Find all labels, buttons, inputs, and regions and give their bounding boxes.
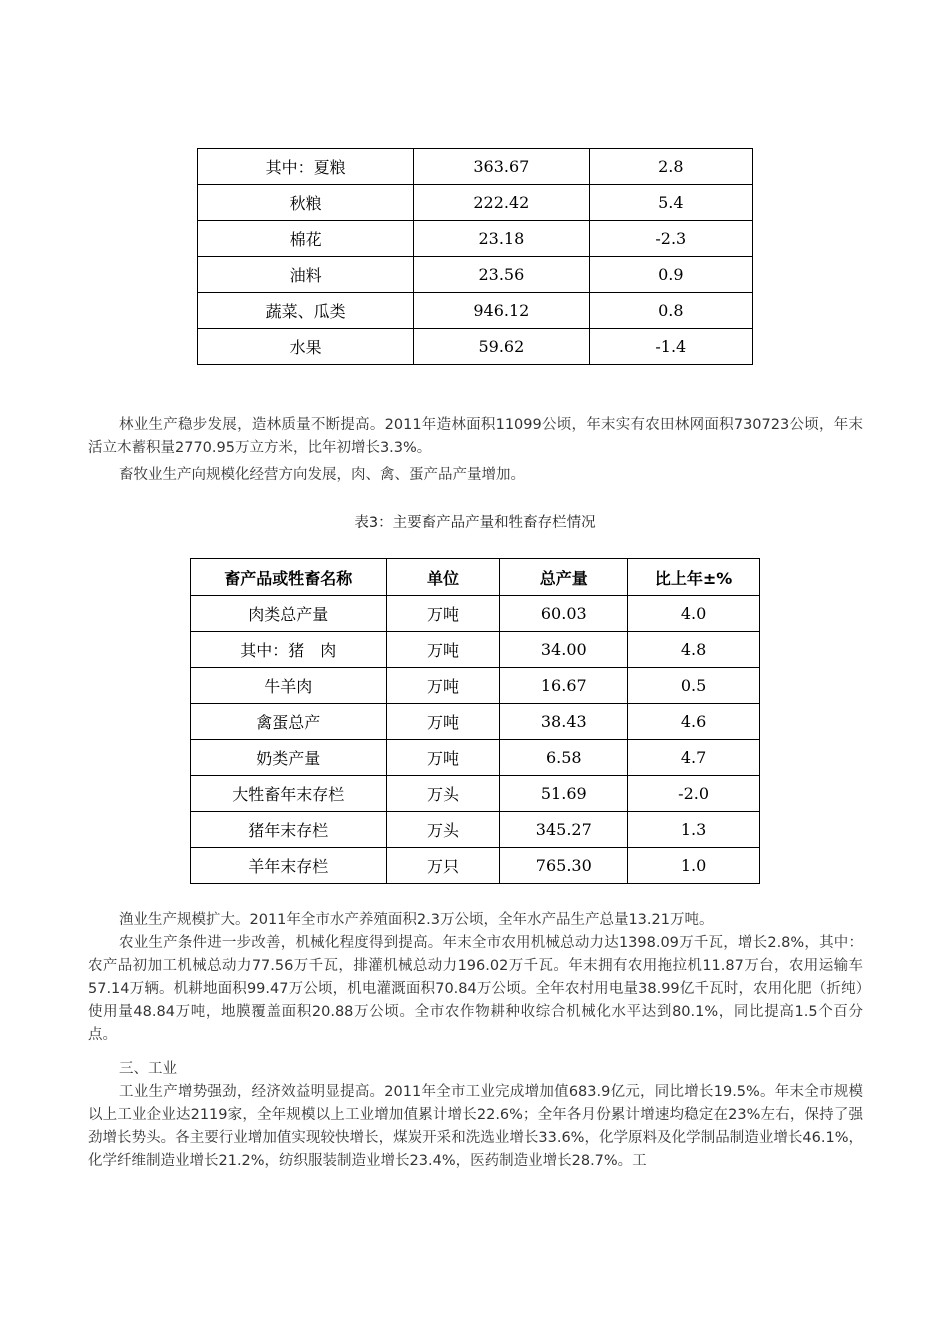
change-cell: 2.8 bbox=[589, 149, 752, 185]
total-cell: 345.27 bbox=[500, 812, 628, 848]
change-cell: 0.8 bbox=[589, 293, 752, 329]
unit-cell: 万吨 bbox=[386, 668, 500, 704]
table-row bbox=[191, 668, 760, 704]
conditions-paragraph: 农业生产条件进一步改善，机械化程度得到提高。年末全市农用机械总动力达1398.09万千瓦，增长2.8%，其中：农产品初加工机械总动力77.56万千瓦，排灌机械总动力196.02万千瓦。年末拥有农用拖拉机11.87万台，农用运输车57.14万辆。机耕地面积99.47万公顷，机电灌溉面积70.84万公顷。全年农村用电量38.99亿千瓦时，农用化肥（折纯）使用量48.84万吨，地膜覆盖面积20.88万公顷。全市农作物耕种收综合机械化水平达到80.1%，同比提高1.5个百分点。 bbox=[88, 935, 863, 1043]
item-name-cell: 蔬菜、瓜类 bbox=[198, 293, 414, 329]
unit-cell: 万头 bbox=[386, 776, 500, 812]
table-header-row bbox=[191, 559, 760, 596]
header-name: 畜产品或牲畜名称 bbox=[191, 559, 387, 596]
item-name-cell: 其中：猪 肉 bbox=[191, 632, 387, 668]
change-cell: 5.4 bbox=[589, 185, 752, 221]
item-name-cell: 棉花 bbox=[198, 221, 414, 257]
table-row bbox=[191, 704, 760, 740]
livestock-output-table-body bbox=[191, 596, 760, 884]
unit-cell: 万头 bbox=[386, 812, 500, 848]
change-cell: 4.6 bbox=[628, 704, 760, 740]
total-cell: 38.43 bbox=[500, 704, 628, 740]
change-cell: 4.7 bbox=[628, 740, 760, 776]
unit-cell: 万吨 bbox=[386, 596, 500, 632]
total-cell: 34.00 bbox=[500, 632, 628, 668]
header-change: 比上年±% bbox=[628, 559, 760, 596]
output-cell: 23.56 bbox=[414, 257, 589, 293]
unit-cell: 万吨 bbox=[386, 632, 500, 668]
item-name-cell: 水果 bbox=[198, 329, 414, 365]
item-name-cell: 油料 bbox=[198, 257, 414, 293]
item-name-cell: 牛羊肉 bbox=[191, 668, 387, 704]
change-cell: -1.4 bbox=[589, 329, 752, 365]
total-cell: 60.03 bbox=[500, 596, 628, 632]
table-row bbox=[198, 149, 753, 185]
section-heading-industry: 三、工业 bbox=[119, 1061, 177, 1077]
livestock-paragraph: 畜牧业生产向规模化经营方向发展，肉、禽、蛋产品产量增加。 bbox=[119, 467, 525, 483]
total-cell: 51.69 bbox=[500, 776, 628, 812]
item-name-cell: 猪年末存栏 bbox=[191, 812, 387, 848]
industry-paragraph: 工业生产增势强劲，经济效益明显提高。2011年全市工业完成增加值683.9亿元，同比增长19.5%。年末全市规模以上工业企业达2119家，全年规模以上工业增加值累计增长22.6%；全年各月份累计增速均稳定在23%左右，保持了强劲增长势头。各主要行业增加值实现较快增长，煤炭开采和洗选业增长33.6%，化学原料及化学制品制造业增长46.1%，化学纤维制造业增长21.2%，纺织服装制造业增长23.4%，医药制造业增长28.7%。工 bbox=[88, 1084, 863, 1169]
item-name-cell: 禽蛋总产 bbox=[191, 704, 387, 740]
item-name-cell: 秋粮 bbox=[198, 185, 414, 221]
change-cell: 4.8 bbox=[628, 632, 760, 668]
output-cell: 59.62 bbox=[414, 329, 589, 365]
crop-output-table-body bbox=[198, 149, 753, 365]
table-row bbox=[198, 293, 753, 329]
output-cell: 946.12 bbox=[414, 293, 589, 329]
output-cell: 222.42 bbox=[414, 185, 589, 221]
change-cell: 4.0 bbox=[628, 596, 760, 632]
table-row bbox=[198, 257, 753, 293]
table-row bbox=[191, 812, 760, 848]
change-cell: 0.5 bbox=[628, 668, 760, 704]
forestry-paragraph: 林业生产稳步发展，造林质量不断提高。2011年造林面积11099公顷，年末实有农田林网面积730723公顷，年末活立木蓄积量2770.95万立方米，比年初增长3.3%。 bbox=[88, 417, 863, 456]
change-cell: -2.0 bbox=[628, 776, 760, 812]
header-unit: 单位 bbox=[386, 559, 500, 596]
total-cell: 16.67 bbox=[500, 668, 628, 704]
unit-cell: 万只 bbox=[386, 848, 500, 884]
table-row bbox=[198, 329, 753, 365]
table-row bbox=[191, 596, 760, 632]
item-name-cell: 羊年末存栏 bbox=[191, 848, 387, 884]
change-cell: 0.9 bbox=[589, 257, 752, 293]
item-name-cell: 其中：夏粮 bbox=[198, 149, 414, 185]
table-row bbox=[198, 221, 753, 257]
fishery-paragraph: 渔业生产规模扩大。2011年全市水产养殖面积2.3万公顷，全年水产品生产总量13.21万吨。 bbox=[119, 912, 714, 928]
table-row bbox=[191, 740, 760, 776]
unit-cell: 万吨 bbox=[386, 704, 500, 740]
livestock-output-table bbox=[190, 558, 760, 884]
change-cell: 1.0 bbox=[628, 848, 760, 884]
total-cell: 765.30 bbox=[500, 848, 628, 884]
total-cell: 6.58 bbox=[500, 740, 628, 776]
unit-cell: 万吨 bbox=[386, 740, 500, 776]
header-total: 总产量 bbox=[500, 559, 628, 596]
table-row bbox=[198, 185, 753, 221]
table-row bbox=[191, 848, 760, 884]
output-cell: 23.18 bbox=[414, 221, 589, 257]
change-cell: 1.3 bbox=[628, 812, 760, 848]
item-name-cell: 大牲畜年末存栏 bbox=[191, 776, 387, 812]
item-name-cell: 奶类产量 bbox=[191, 740, 387, 776]
output-cell: 363.67 bbox=[414, 149, 589, 185]
item-name-cell: 肉类总产量 bbox=[191, 596, 387, 632]
table-3-caption: 表3：主要畜产品产量和牲畜存栏情况 bbox=[354, 515, 596, 531]
crop-output-table bbox=[197, 148, 753, 365]
table-row bbox=[191, 776, 760, 812]
change-cell: -2.3 bbox=[589, 221, 752, 257]
table-row bbox=[191, 632, 760, 668]
